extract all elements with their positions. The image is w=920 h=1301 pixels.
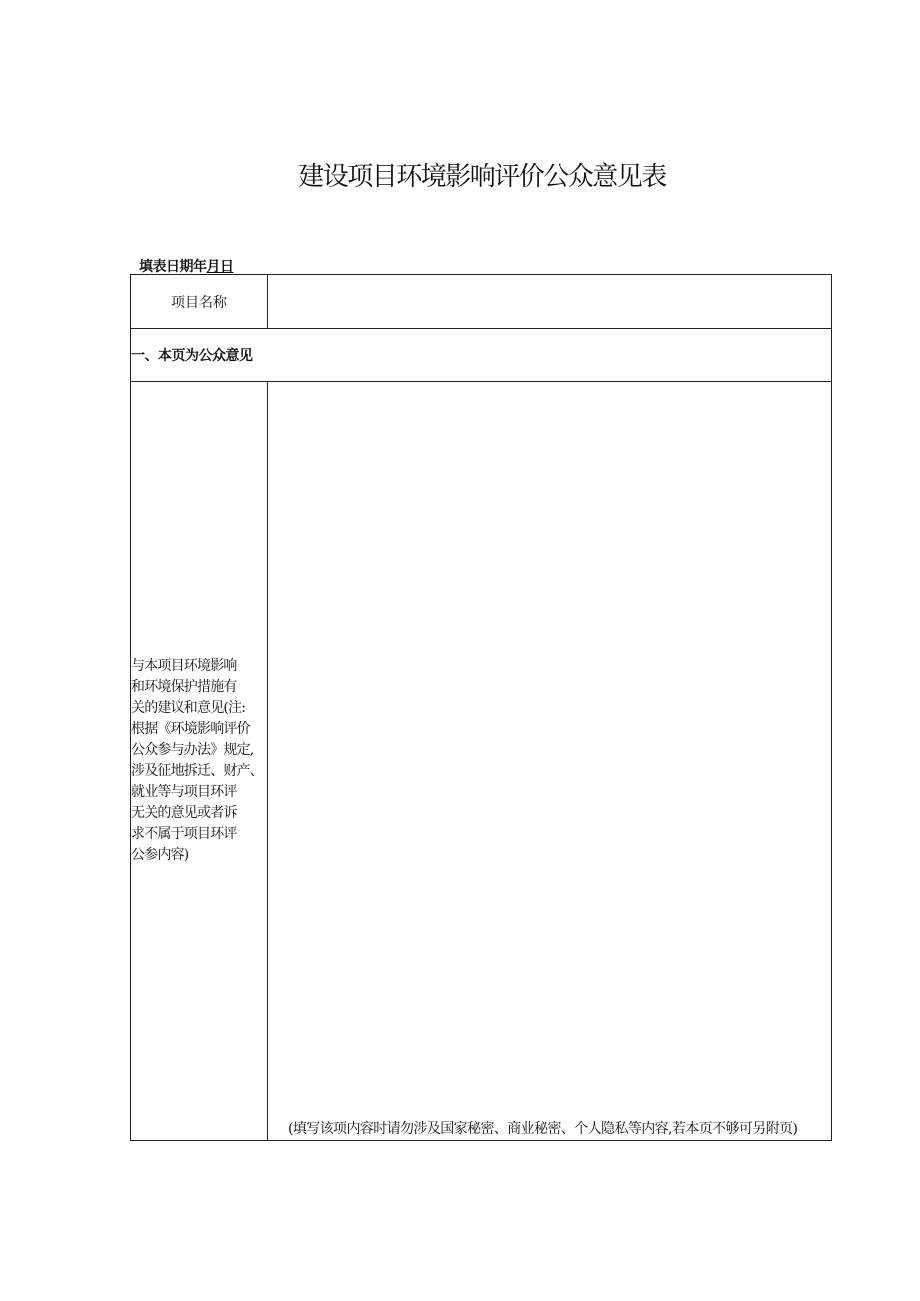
fill-date-label: 填表日期	[139, 259, 193, 275]
project-name-field[interactable]	[268, 275, 832, 329]
fill-date-year: 年	[193, 259, 207, 275]
public-opinion-form	[130, 274, 832, 1141]
page-title: 建设项目环境影响评价公众意见表	[298, 162, 666, 192]
fill-date-line	[139, 256, 234, 276]
opinion-label: 与本项目环境影响 和环境保护措施有 关的建议和意见(注: 根据《环境影响评价 公众参与办法》规定, 涉及征地拆迁、财产、 就业等与项目环评 无关的意见或者诉 求不属于项目环评 公参内容)	[131, 382, 268, 1141]
fill-date-month-day: 月日	[206, 259, 234, 275]
project-name-row	[131, 275, 832, 329]
section-one-heading: 一、本页为公众意见	[131, 329, 832, 382]
section-one-row	[131, 329, 832, 382]
project-name-label: 项目名称	[131, 275, 268, 329]
opinion-field[interactable]	[268, 382, 832, 1141]
opinion-row	[131, 382, 832, 1141]
opinion-note: (填写该项内容时请勿涉及国家秘密、商业秘密、个人隐私等内容,若本页不够可另附页)	[288, 1121, 798, 1137]
